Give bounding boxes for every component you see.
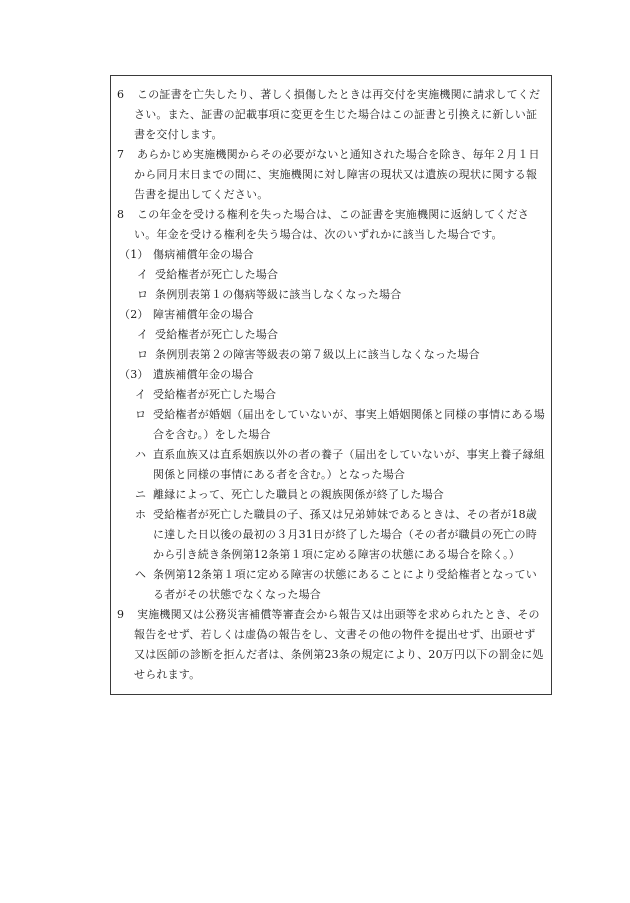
item-9 — [117, 605, 545, 685]
item-number: 7 — [117, 148, 125, 161]
group-3-sub-he — [117, 565, 545, 605]
sub-text: 条例別表第２の障害等級表の第７級以上に該当しなくなった場合 — [155, 348, 480, 361]
item-number: 8 — [117, 208, 125, 221]
group-3-sub-ho — [117, 505, 545, 565]
sub-mark: ロ — [137, 288, 149, 301]
item-text: この年金を受ける権利を失った場合は、この証書を実施機関に返納してください。年金を受ける権利を失う場合は、次のいずれかに該当した場合です。 — [134, 208, 529, 241]
group-3-sub-ha — [117, 445, 545, 485]
sub-text: 受給権者が婚姻（届出をしていないが、事実上婚姻関係と同様の事情にある場合を含む。）をした場合 — [153, 408, 545, 441]
group-number: （1） — [119, 248, 149, 261]
sub-mark: イ — [137, 328, 149, 341]
group-number: （2） — [119, 308, 149, 321]
notice-box — [110, 75, 552, 695]
item-number: 9 — [117, 608, 125, 621]
sub-mark: ハ — [135, 448, 147, 461]
group-3-heading — [117, 365, 545, 385]
sub-mark: イ — [135, 388, 147, 401]
group-1-sub-ro — [117, 285, 545, 305]
sub-mark: ニ — [135, 488, 147, 501]
sub-mark: イ — [137, 268, 149, 281]
group-1-heading — [117, 245, 545, 265]
group-title: 障害補償年金の場合 — [153, 308, 254, 321]
sub-text: 受給権者が死亡した場合 — [155, 268, 279, 281]
group-2-sub-ro — [117, 345, 545, 365]
sub-text: 条例別表第１の傷病等級に該当しなくなった場合 — [155, 288, 402, 301]
sub-mark: ロ — [137, 348, 149, 361]
item-7 — [117, 145, 545, 205]
sub-mark: ホ — [135, 508, 147, 521]
sub-mark: ロ — [135, 408, 147, 421]
sub-text: 直系血族又は直系姻族以外の者の養子（届出をしていないが、事実上養子縁組関係と同様の事情にある者を含む。）となった場合 — [153, 448, 545, 481]
item-8 — [117, 205, 545, 245]
sub-text: 受給権者が死亡した場合 — [153, 388, 277, 401]
sub-text: 受給権者が死亡した職員の子、孫又は兄弟姉妹であるときは、その者が18歳に達した日以後の最初の３月31日が終了した場合（その者が職員の死亡の時から引き続き条例第12条第１項に定める障害の状態にある場合を除く。） — [153, 508, 537, 561]
sub-text: 離縁によって、死亡した職員との親族関係が終了した場合 — [153, 488, 444, 501]
item-number: 6 — [117, 88, 125, 101]
group-title: 遺族補償年金の場合 — [153, 368, 254, 381]
group-3-sub-i — [117, 385, 545, 405]
group-2-heading — [117, 305, 545, 325]
item-text: あらかじめ実施機関からその必要がないと通知された場合を除き、毎年２月１日から同月末日までの間に、実施機関に対し障害の現状又は遺族の現状に関する報告書を提出してください。 — [134, 148, 540, 201]
group-1-sub-i — [117, 265, 545, 285]
group-title: 傷病補償年金の場合 — [153, 248, 254, 261]
group-2-sub-i — [117, 325, 545, 345]
item-text: 実施機関又は公務災害補償等審査会から報告又は出頭等を求められたとき、その報告をせず、若しくは虚偽の報告をし、文書その他の物件を提出せず、出頭せず又は医師の診断を拒んだ者は、条例第23条の規定により、20万円以下の罰金に処せられます。 — [134, 608, 544, 681]
group-number: （3） — [119, 368, 149, 381]
group-3-sub-ro — [117, 405, 545, 445]
group-3-sub-ni — [117, 485, 545, 505]
sub-text: 条例第12条第１項に定める障害の状態にあることにより受給権者となっている者がその状態でなくなった場合 — [153, 568, 537, 601]
sub-mark: ヘ — [135, 568, 147, 581]
item-6 — [117, 85, 545, 145]
sub-text: 受給権者が死亡した場合 — [155, 328, 279, 341]
item-text: この証書を亡失したり、著しく損傷したときは再交付を実施機関に請求してください。また、証書の記載事項に変更を生じた場合はこの証書と引換えに新しい証書を交付します。 — [134, 88, 541, 141]
